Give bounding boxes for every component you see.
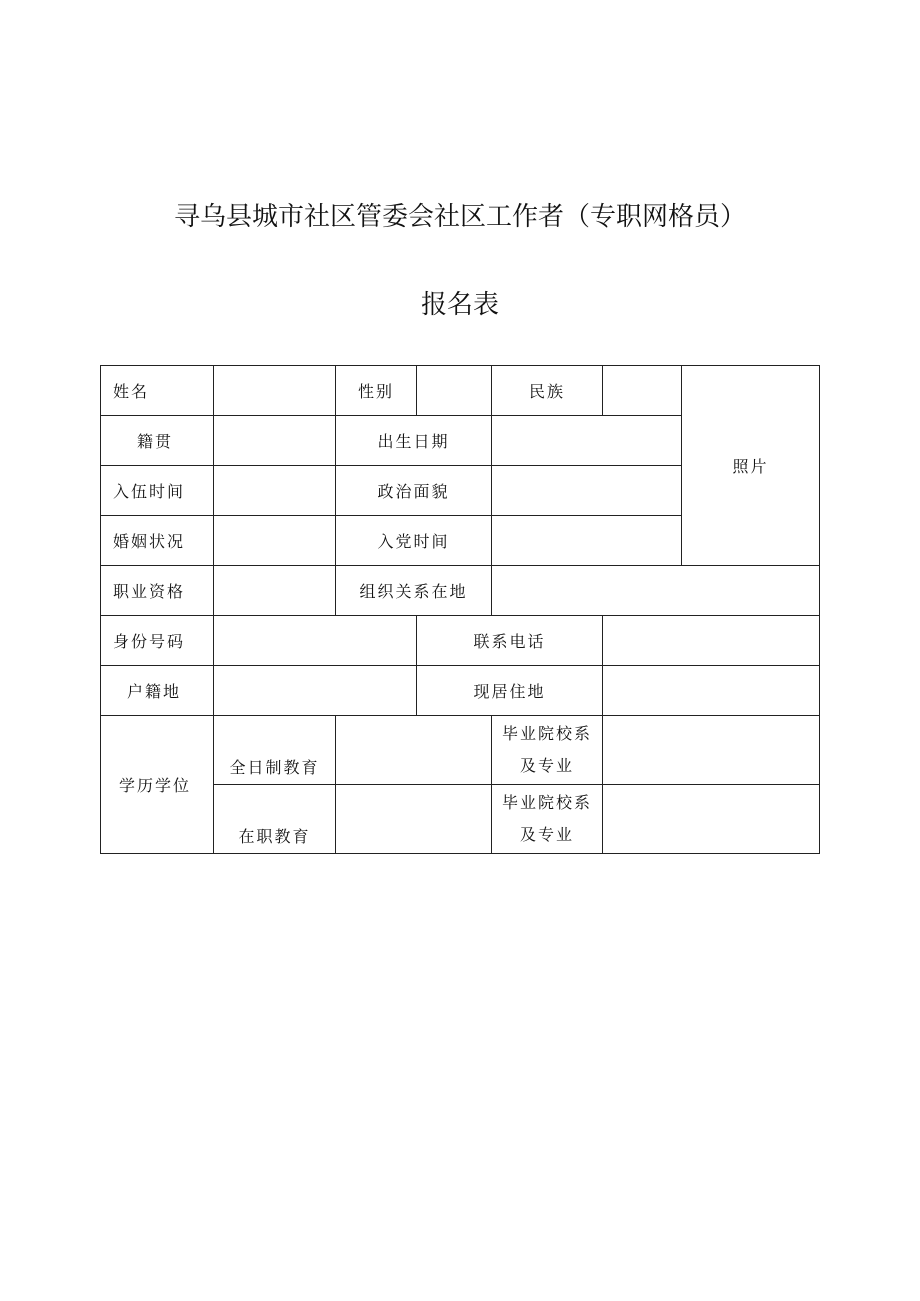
name-field[interactable] (214, 366, 336, 416)
school-label-line1: 毕业院校系 (501, 724, 592, 743)
residence-field[interactable] (603, 666, 820, 716)
gender-label: 性别 (336, 366, 417, 416)
org-relation-label: 组织关系在地 (336, 566, 492, 616)
fulltime-education-label: 全日制教育 (214, 716, 336, 785)
page-title: 寻乌县城市社区管委会社区工作者（专职网格员） (173, 202, 746, 232)
school-label-line2: 及专业 (519, 825, 574, 844)
parttime-school-label (492, 785, 603, 854)
qualification-field[interactable] (214, 566, 336, 616)
photo-box[interactable]: 照片 (682, 366, 820, 566)
registration-form-table (100, 365, 820, 854)
qualification-label: 职业资格 (101, 566, 214, 616)
native-place-label: 籍贯 (101, 416, 214, 466)
fulltime-education-field[interactable] (336, 716, 492, 785)
parttime-education-label: 在职教育 (214, 785, 336, 854)
parttime-school-field[interactable] (603, 785, 820, 854)
birth-date-field[interactable] (492, 416, 682, 466)
id-number-label: 身份号码 (101, 616, 214, 666)
fulltime-school-label (492, 716, 603, 785)
page-subtitle: 报名表 (420, 290, 499, 320)
ethnicity-field[interactable] (603, 366, 682, 416)
phone-field[interactable] (603, 616, 820, 666)
party-join-time-field[interactable] (492, 516, 682, 566)
school-label-line1: 毕业院校系 (501, 793, 592, 812)
marital-status-label: 婚姻状况 (101, 516, 214, 566)
household-field[interactable] (214, 666, 417, 716)
education-label: 学历学位 (101, 716, 214, 854)
native-place-field[interactable] (214, 416, 336, 466)
org-relation-field[interactable] (492, 566, 820, 616)
marital-status-field[interactable] (214, 516, 336, 566)
school-label-line2: 及专业 (519, 756, 574, 775)
birth-date-label: 出生日期 (336, 416, 492, 466)
ethnicity-label: 民族 (492, 366, 603, 416)
phone-label: 联系电话 (417, 616, 603, 666)
enlistment-time-label: 入伍时间 (101, 466, 214, 516)
name-label: 姓名 (101, 366, 214, 416)
household-label: 户籍地 (101, 666, 214, 716)
gender-field[interactable] (417, 366, 492, 416)
id-number-field[interactable] (214, 616, 417, 666)
political-status-field[interactable] (492, 466, 682, 516)
parttime-education-field[interactable] (336, 785, 492, 854)
residence-label: 现居住地 (417, 666, 603, 716)
fulltime-school-field[interactable] (603, 716, 820, 785)
enlistment-time-field[interactable] (214, 466, 336, 516)
party-join-time-label: 入党时间 (336, 516, 492, 566)
political-status-label: 政治面貌 (336, 466, 492, 516)
